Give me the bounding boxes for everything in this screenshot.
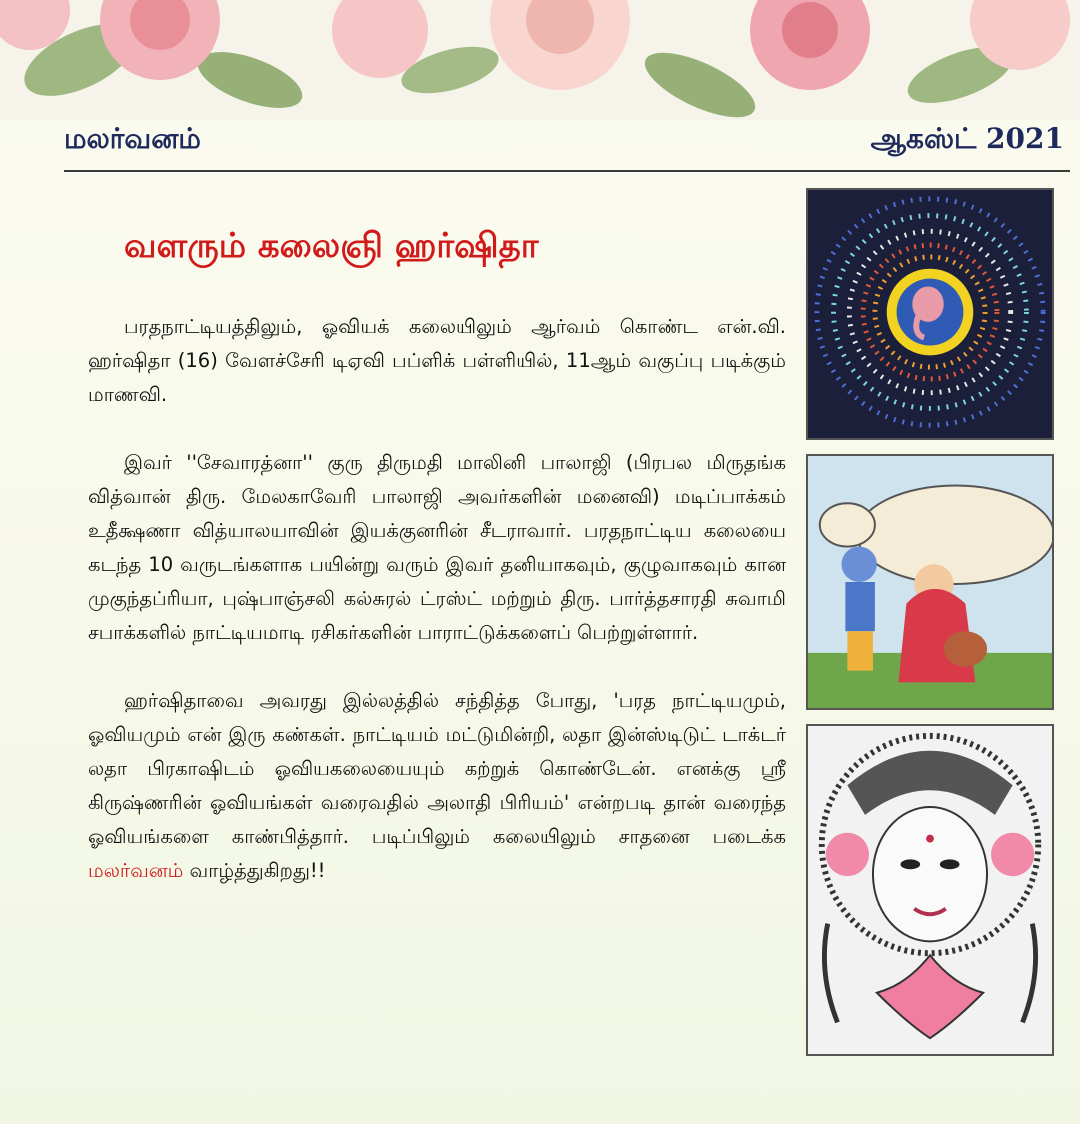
floral-border-decoration (0, 0, 1080, 120)
paragraph-1: பரதநாட்டியத்திலும், ஓவியக் கலையிலும் ஆர்வம் கொண்ட என்.வி. ஹர்ஷிதா (16) வேளச்சேரி டிஏவி பப்ளிக் பள்ளியில், 11ஆம் வகுப்பு படிக்கும் மாணவி. (88, 315, 786, 406)
paragraph-2: இவர் ''சேவாரத்னா'' குரு திருமதி மாலினி பாலாஜி (பிரபல மிருதங்க வித்வான் திரு. மேலகாவேரி பாலாஜி அவர்களின் மனைவி) மடிப்பாக்கம் உதீக்ஷணா வித்யாலயாவின் இயக்குனரின் சீடராவார். பரதநாட்டிய கலையை கடந்த 10 வருடங்களாக பயின்று வரும் இவர் தனியாகவும், குழுவாகவும் கான முகுந்தப்ரியா, புஷ்பாஞ்சலி கல்சுரல் ட்ரஸ்ட் மற்றும் திரு. பார்த்தசாரதி சுவாமி சபாக்களில் நாட்டியமாடி ரசிகர்களின் பாராட்டுக்களைப் பெற்றுள்ளார். (88, 451, 786, 644)
magazine-name: மலர்வனம் (64, 122, 201, 155)
goddess-lotus-sketch (806, 724, 1054, 1056)
paragraph-3 (88, 684, 786, 888)
magazine-name-highlight: மலர்வனம் (88, 859, 184, 882)
ganesha-dot-painting (806, 188, 1054, 440)
krishna-cow-painting (806, 454, 1054, 710)
paragraph-3-end: வாழ்த்துகிறது!! (189, 859, 326, 882)
article-body (88, 310, 786, 888)
article-title: வளரும் கலைஞி ஹர்ஷிதா (124, 226, 539, 266)
issue-date: ஆகஸ்ட் 2021 (870, 122, 1064, 155)
paragraph-3-text: ஹர்ஷிதாவை அவரது இல்லத்தில் சந்தித்த போது, 'பரத நாட்டியமும், ஓவியமும் என் இரு கண்கள். நாட்டியம் மட்டுமின்றி, லதா இன்ஸ்டிடுட் டாக்டர் லதா பிரகாஷிடம் ஓவியகலையையும் கற்றுக் கொண்டேன். எனக்கு ஸ்ரீ கிருஷ்ணரின் ஓவியங்கள் வரைவதில் அலாதி பிரியம்' என்றபடி தான் வரைந்த ஓவியங்களை காண்பித்தார். படிப்பிலும் கலையிலும் சாதனை படைக்க (88, 689, 786, 848)
page-header (64, 118, 1070, 172)
